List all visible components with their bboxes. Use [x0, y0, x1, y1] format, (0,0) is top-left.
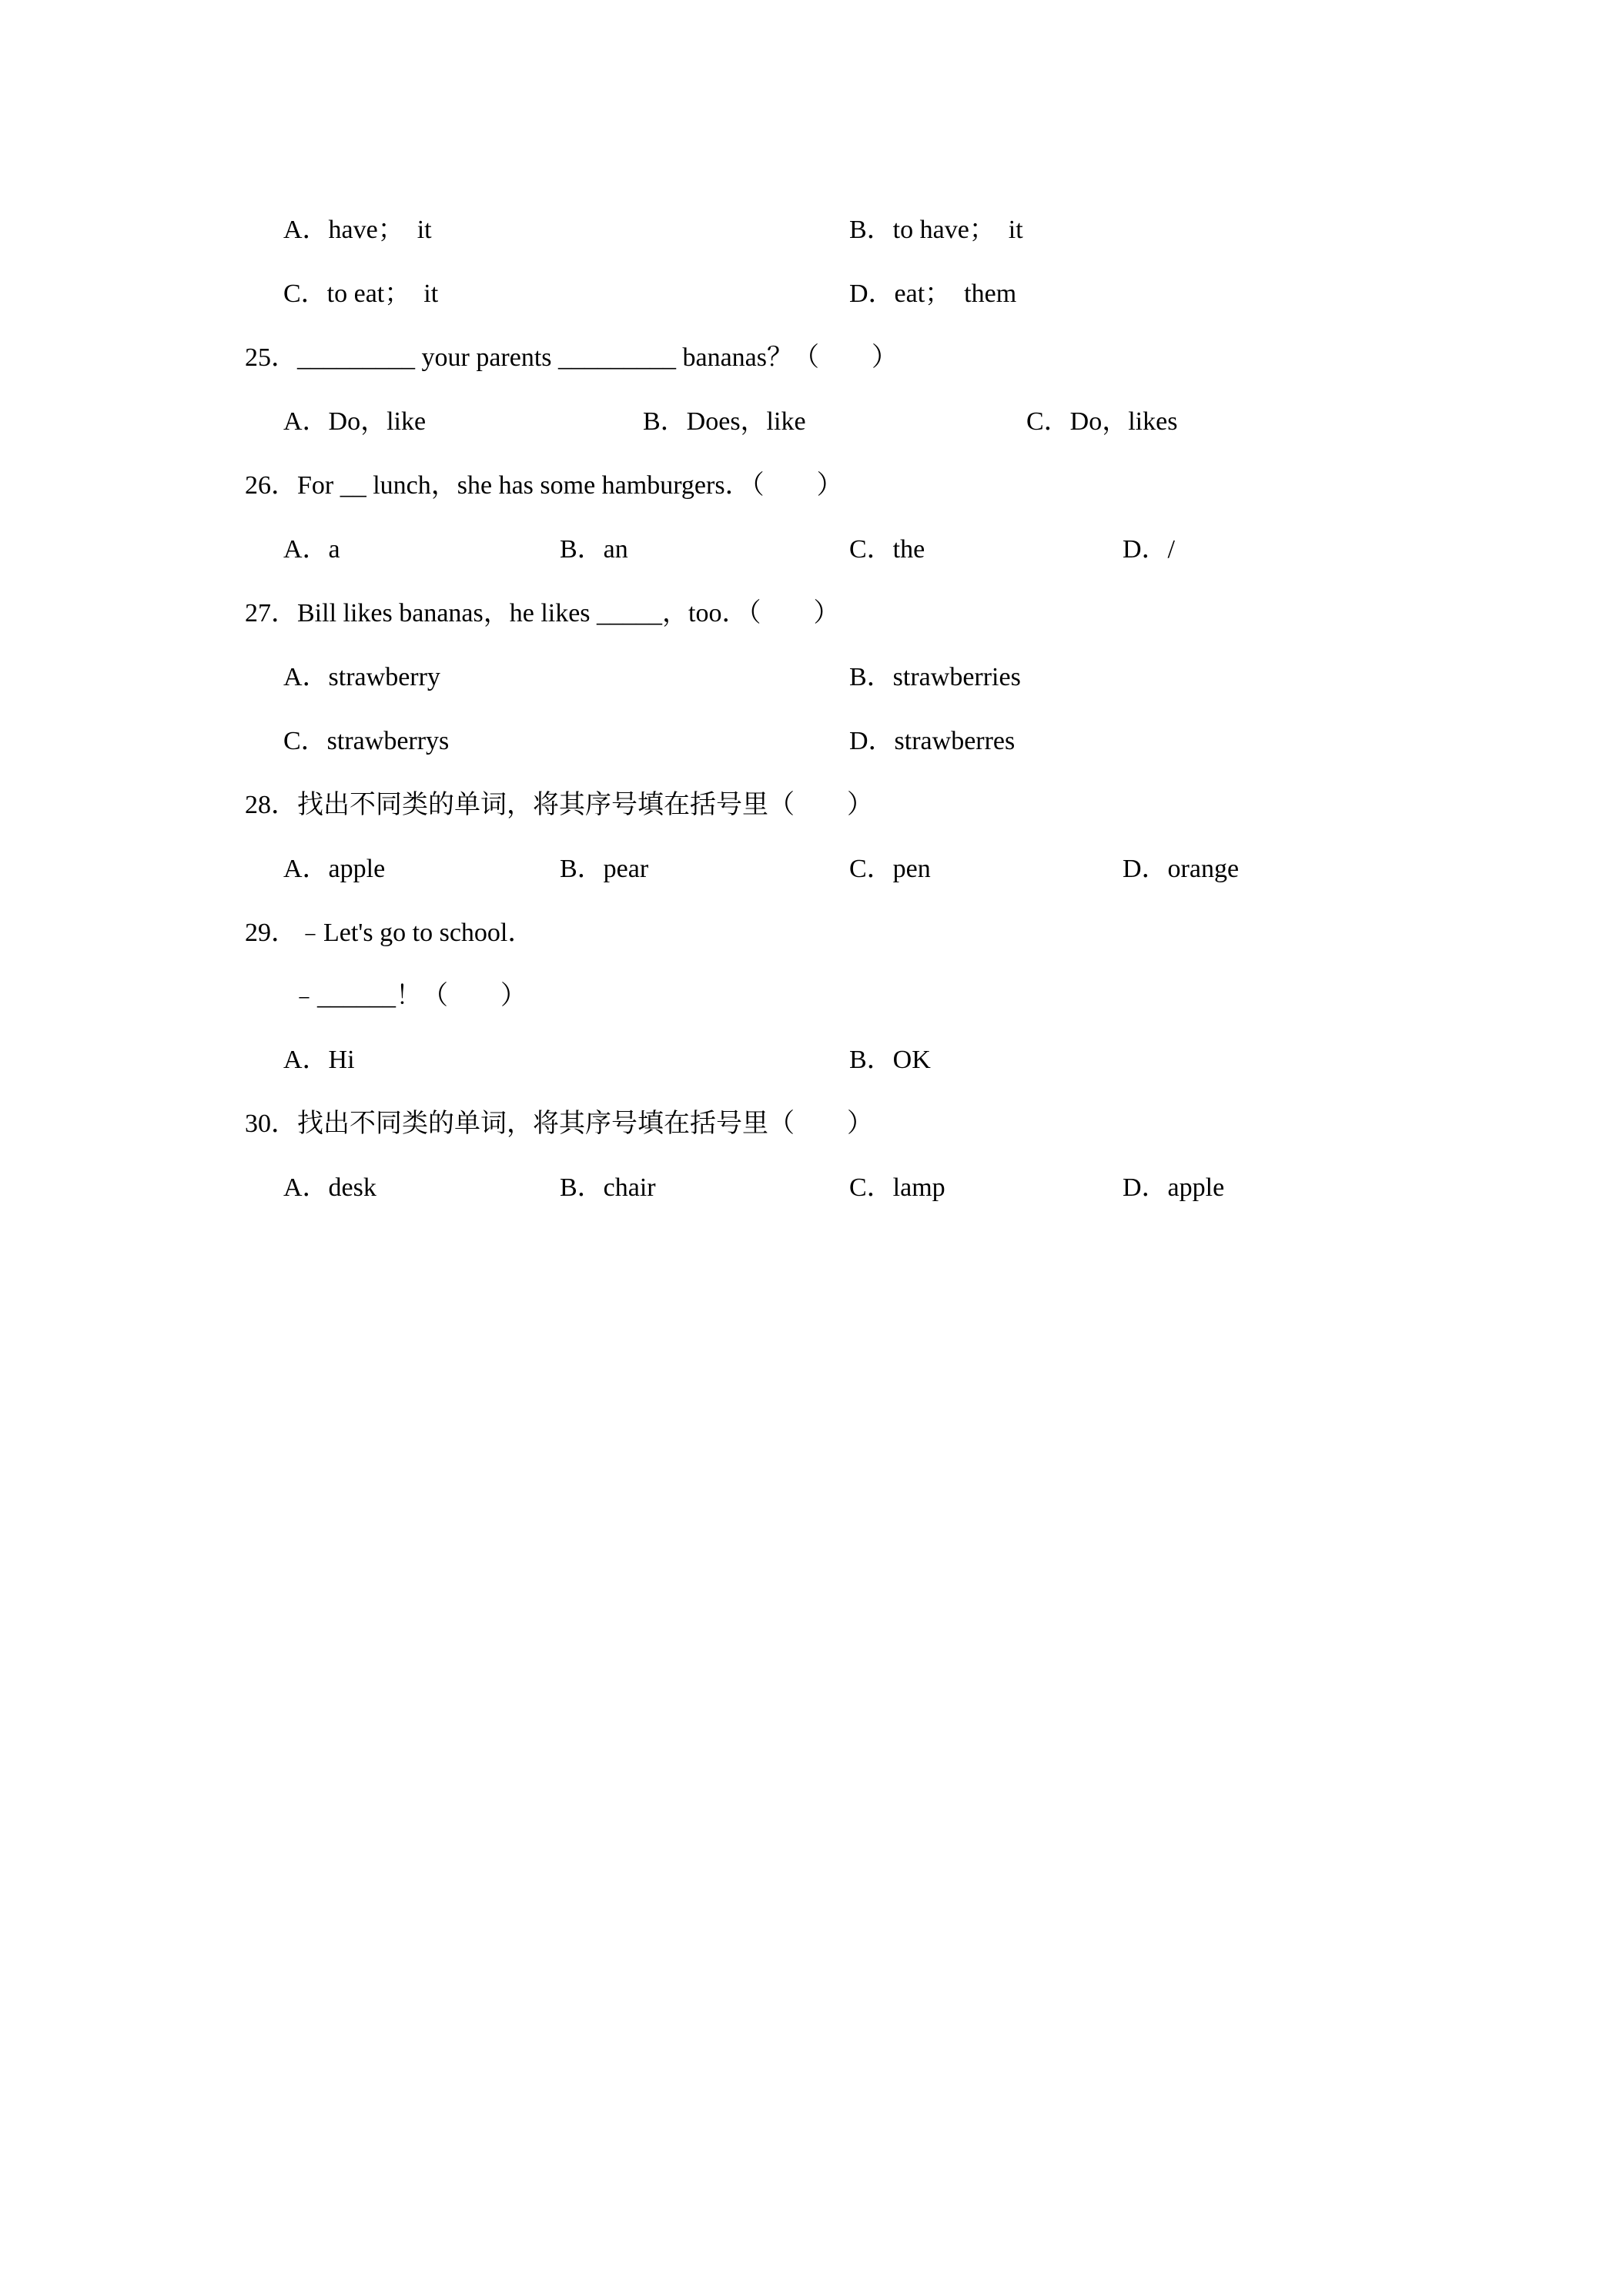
q27-options-row2: [0, 728, 1623, 775]
q25-option-b: B．Does，like: [643, 407, 806, 436]
q30-option-b: B．chair: [560, 1173, 656, 1202]
question-25-stem: 25．_________ your parents _________ bananas？（ ）: [245, 343, 899, 372]
q25-options-row: [0, 409, 1623, 455]
q29-stem-row: [0, 920, 1623, 966]
q25-option-a: A．Do，like: [283, 407, 427, 436]
q30-option-c: C．lamp: [849, 1173, 945, 1202]
q27-option-b: B．strawberries: [849, 663, 1021, 691]
q24-option-d: D．eat； them: [849, 279, 1017, 308]
q27-stem-row: [0, 601, 1623, 647]
q24-option-c: C．to eat； it: [283, 279, 439, 308]
q29-option-a: A．Hi: [283, 1046, 355, 1074]
q30-option-a: A．desk: [283, 1173, 376, 1202]
q28-options-row: [0, 856, 1623, 902]
q29-options-row: [0, 1047, 1623, 1093]
question-27-stem: 27．Bill likes bananas，he likes _____，too．（ ）: [245, 599, 840, 628]
q24-options-row2: [0, 281, 1623, 327]
q28-option-d: D．orange: [1123, 855, 1240, 883]
q30-option-d: D．apple: [1123, 1173, 1225, 1202]
q26-option-a: A．a: [283, 535, 340, 564]
q26-options-row: [0, 537, 1623, 583]
q28-stem-row: [0, 792, 1623, 838]
question-29-stem: 29．﹣Let's go to school．: [245, 919, 534, 947]
question-30-stem: 30．找出不同类的单词，将其序号填在括号里（ ）: [245, 1110, 873, 1138]
q26-stem-row: [0, 473, 1623, 519]
q28-option-b: B．pear: [560, 855, 649, 883]
q28-option-c: C．pen: [849, 855, 931, 883]
q25-option-c: C．Do，likes: [1026, 407, 1178, 436]
q30-stem-row: [0, 1111, 1623, 1157]
question-26-stem: 26．For __ lunch，she has some hamburgers．（ ）: [245, 471, 843, 500]
q27-option-a: A．strawberry: [283, 663, 440, 691]
q26-option-d: D．/: [1123, 535, 1175, 564]
q24-option-b: B．to have； it: [849, 216, 1023, 244]
question-28-stem: 28．找出不同类的单词，将其序号填在括号里（ ）: [245, 791, 873, 819]
q29-reply-row: [0, 983, 1623, 1029]
q26-option-b: B．an: [560, 535, 628, 564]
q26-option-c: C．the: [849, 535, 925, 564]
q27-options-row1: [0, 664, 1623, 711]
q24-option-a: A．have； it: [283, 216, 432, 244]
q27-option-d: D．strawberres: [849, 727, 1016, 755]
q30-options-row: [0, 1175, 1623, 1221]
question-29-reply: ﹣______！（ ）: [291, 982, 527, 1010]
q29-option-b: B．OK: [849, 1046, 931, 1074]
q28-option-a: A．apple: [283, 855, 386, 883]
q24-options-row1: [0, 217, 1623, 263]
q25-stem-row: [0, 345, 1623, 391]
q27-option-c: C．strawberrys: [283, 727, 450, 755]
